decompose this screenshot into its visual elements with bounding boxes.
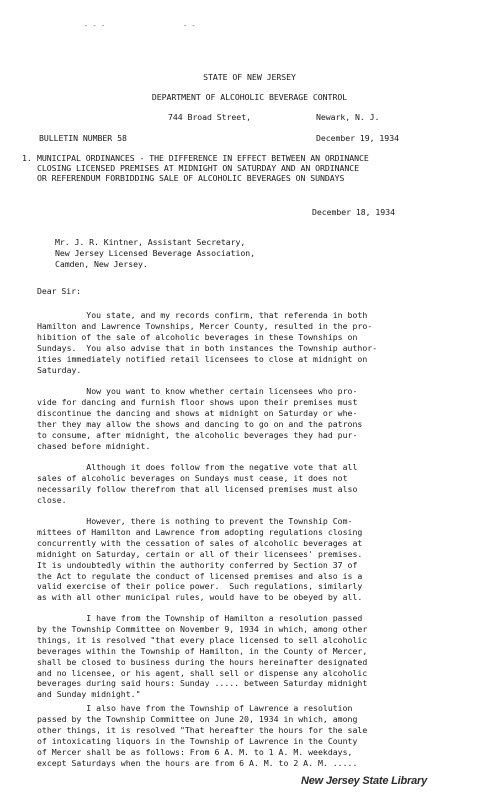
- paragraph-line: I have from the Township of Hamilton a resolution passed: [37, 613, 363, 623]
- state-heading: STATE OF NEW JERSEY: [203, 72, 296, 82]
- letter-paragraph: [37, 703, 467, 768]
- paragraph-line: shall be closed to business during the hours hereinafter designated: [37, 656, 368, 667]
- item-title-line: CLOSING LICENSED PREMISES AT MIDNIGHT ON SATURDAY AND AN ORDINANCE: [37, 163, 360, 173]
- paragraph-line: of intoxicating liquors in the Township of Lawrence in the County: [37, 735, 358, 746]
- paragraph-line: other things, it is resolved "That hereafter the hours for the sale: [37, 724, 368, 735]
- paragraph-line: as with all other municipal rules, would have to be obeyed by all.: [37, 592, 363, 603]
- addressee-line: New Jersey Licensed Beverage Association,: [55, 248, 256, 258]
- item-title-line: MUNICIPAL ORDINANCES - THE DIFFERENCE IN EFFECT BETWEEN AN ORDINANCE: [37, 153, 369, 163]
- paragraph-line: mittees of Hamilton and Lawrence from adopting regulations closing: [37, 526, 363, 537]
- bulletin-date: December 19, 1934: [316, 133, 399, 143]
- paragraph-line: necessarily follow therefrom that all licensed premises must also: [37, 483, 358, 494]
- paragraph-line: by the Township Committee on November 9, 1934 in which, among other: [37, 623, 368, 634]
- paragraph-line: midnight on Saturday, certain or all of their licensees' premises.: [37, 548, 363, 559]
- paragraph-line: Now you want to know whether certain licensees who pro-: [37, 386, 358, 396]
- scan-mark: - - -: [84, 22, 106, 30]
- bulletin-number: BULLETIN NUMBER 58: [39, 133, 127, 143]
- city-address: Newark, N. J.: [316, 112, 380, 122]
- paragraph-line: ther they may allow the shows and dancing to go on and the patrons: [37, 418, 363, 429]
- paragraph-line: hibition of the sale of alcoholic beverages in these Townships on: [37, 331, 358, 342]
- letter-paragraph: [37, 462, 467, 506]
- paragraph-line: valid exercise of their police power. Such regulations, similarly: [37, 581, 363, 592]
- paragraph-line: the Act to regulate the conduct of licensed premises and also is a: [37, 570, 363, 581]
- addressee-line: Camden, New Jersey.: [55, 259, 148, 269]
- paragraph-line: Saturday.: [37, 364, 82, 375]
- street-address: 744 Broad Street,: [168, 112, 251, 122]
- paragraph-line: Hamilton and Lawrence Townships, Mercer County, resulted in the pro-: [37, 320, 373, 331]
- paragraph-line: and no licensee, or his agent, shall sell or dispense any alcoholic: [37, 667, 368, 678]
- item-title-line: OR REFERENDUM FORBIDDING SALE OF ALCOHOLIC BEVERAGES ON SUNDAYS: [37, 173, 345, 183]
- paragraph-line: and Sunday midnight.": [37, 689, 141, 700]
- department-heading: DEPARTMENT OF ALCOHOLIC BEVERAGE CONTROL: [151, 92, 348, 102]
- letter-paragraph: [37, 386, 467, 451]
- salutation: Dear Sir:: [37, 286, 81, 296]
- item-number: 1.: [22, 153, 32, 163]
- paragraph-line: discontinue the dancing and shows at midnight on Saturday or whe-: [37, 407, 358, 418]
- paragraph-line: concurrently with the cessation of sales of alcoholic beverages at: [37, 537, 363, 548]
- paragraph-line: beverages within the Township of Hamilton, in the County of Mercer,: [37, 645, 368, 656]
- paragraph-line: I also have from the Township of Lawrence a resolution: [37, 703, 353, 713]
- paragraph-line: Although it does follow from the negative vote that all: [37, 462, 358, 472]
- paragraph-line: to consume, after midnight, the alcoholic beverages they had pur-: [37, 429, 358, 440]
- letter-date: December 18, 1934: [312, 207, 395, 217]
- paragraph-line: vide for dancing and furnish floor shows upon their premises must: [37, 396, 358, 407]
- letter-paragraph: [37, 310, 467, 375]
- paragraph-line: close.: [37, 494, 67, 505]
- paragraph-line: of Mercer shall be as follows: From 6 A. M. to 1 A. M. weekdays,: [37, 746, 353, 757]
- paragraph-line: It is undoubtedly within the authority conferred by Section 37 of: [37, 559, 358, 570]
- library-stamp: New Jersey State Library: [301, 775, 428, 787]
- paragraph-line: except Saturdays when the hours are from 6 A. M. to 2 A. M. .....: [37, 757, 358, 768]
- paragraph-line: chased before midnight.: [37, 440, 151, 451]
- paragraph-line: things, it is resolved "that every place licensed to sell alcoholic: [37, 634, 368, 645]
- paragraph-line: You state, and my records confirm, that referenda in both: [37, 310, 368, 320]
- scan-mark: - -: [183, 22, 196, 30]
- paragraph-line: sales of alcoholic beverages on Sundays must cease, it does not: [37, 472, 348, 483]
- letter-paragraph: [37, 516, 467, 603]
- paragraph-line: Sundays. You also advise that in both instances the Township author-: [37, 342, 378, 353]
- paragraph-line: passed by the Township Committee on June 20, 1934 in which, among: [37, 713, 358, 724]
- paragraph-line: beverages during said hours: Sunday ..... between Saturday midnight: [37, 678, 368, 689]
- addressee-line: Mr. J. R. Kintner, Assistant Secretary,: [55, 237, 246, 247]
- paragraph-line: ities immediately notified retail licensees to close at midnight on: [37, 353, 368, 364]
- paragraph-line: However, there is nothing to prevent the Township Com-: [37, 516, 353, 526]
- letter-paragraph: [37, 613, 467, 700]
